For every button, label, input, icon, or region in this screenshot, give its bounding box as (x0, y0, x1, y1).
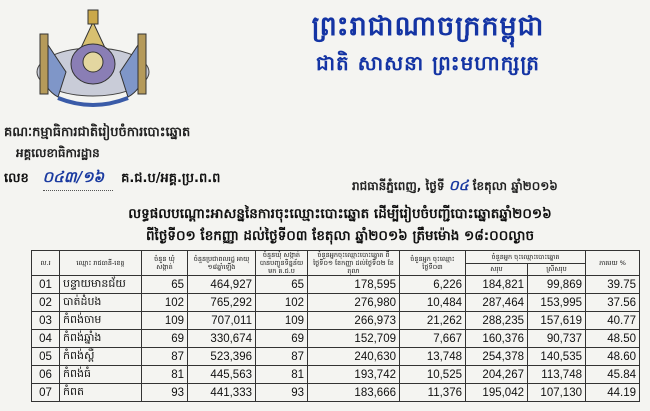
reference-label: លេខ (4, 171, 29, 186)
cell-communes: 69 (142, 330, 188, 348)
cell-registered-day: 10,484 (400, 294, 466, 312)
table-row (32, 294, 640, 312)
header-registered-day: ចំនួនអ្នក ចុះឈ្មោះថ្ងៃទី០៣ (400, 251, 466, 276)
cell-estimated: 445,563 (188, 366, 256, 384)
header-communes: ចំនួន ឃុំ សង្កាត់ (142, 251, 188, 276)
header-percent: ភាគរយ % (586, 251, 640, 276)
header-estimated: ចំនួនប្រជាពលរដ្ឋ អាយុ ១៨ឆ្នាំឡើង (188, 251, 256, 276)
cell-estimated: 441,333 (188, 384, 256, 402)
cell-registered-pre: 193,742 (308, 366, 400, 384)
reference-code: គ.ជ.ប/អគ្គ.ប្រ.ព.ព (121, 171, 221, 186)
cell-reporting: 87 (256, 348, 308, 366)
royal-coat-of-arms-icon (18, 2, 168, 112)
cell-female: 157,619 (528, 312, 586, 330)
document-subtitle: ពីថ្ងៃទី០១ ខែកញ្ញា ដល់ថ្ងៃទី០៣ ខែតុលា ឆ្នាំ២០១៦ ត្រឹមម៉ោង ១៨:០០ល្ងាច (145, 228, 535, 244)
reference-number: ០៤៣/១៦ (43, 168, 113, 191)
cell-registered-pre: 152,709 (308, 330, 400, 348)
cell-reporting: 65 (256, 276, 308, 294)
header-province: ឈ្មោះ រាជធានី-ខេត្ត (60, 251, 142, 276)
cell-registered-pre: 266,973 (308, 312, 400, 330)
reference-line (4, 168, 254, 191)
table-header-row-1 (32, 251, 640, 264)
cell-total: 184,821 (466, 276, 528, 294)
cell-communes: 93 (142, 384, 188, 402)
header-no: ល.រ (32, 251, 60, 276)
cell-percent: 48.60 (586, 348, 640, 366)
national-motto: ជាតិ សាសនា ព្រះមហាក្សត្រ (316, 51, 540, 75)
cell-percent: 48.50 (586, 330, 640, 348)
cell-registered-day: 10,525 (400, 366, 466, 384)
cell-communes: 109 (142, 312, 188, 330)
header-registered-pre: ចំនួនអ្នកចុះឈ្មោះបោះឆ្នោត ពីថ្ងៃទី០១ ខែកញ្ញា ដល់ថ្ងៃទី០២ ខែតុលា (308, 251, 400, 276)
table-row (32, 312, 640, 330)
registration-table (31, 250, 640, 402)
cell-province: កំពត (60, 384, 142, 402)
cell-female: 113,748 (528, 366, 586, 384)
place-date-prefix: រាជធានីភ្នំពេញ, ថ្ងៃទី (352, 179, 445, 193)
cell-estimated: 523,396 (188, 348, 256, 366)
header-registered-total: ចំនួនអ្នក ចុះឈ្មោះបោះឆ្នោត (466, 251, 586, 264)
table-row (32, 366, 640, 384)
cell-communes: 102 (142, 294, 188, 312)
cell-no: 03 (32, 312, 60, 330)
table-row (32, 384, 640, 402)
cell-total: 195,042 (466, 384, 528, 402)
cell-registered-pre: 178,595 (308, 276, 400, 294)
cell-province: កំពង់ធំ (60, 366, 142, 384)
cell-reporting: 69 (256, 330, 308, 348)
cell-total: 160,376 (466, 330, 528, 348)
cell-total: 254,378 (466, 348, 528, 366)
cell-percent: 44.19 (586, 384, 640, 402)
cell-female: 140,535 (528, 348, 586, 366)
cell-female: 99,869 (528, 276, 586, 294)
cell-estimated: 707,011 (188, 312, 256, 330)
cell-estimated: 330,674 (188, 330, 256, 348)
cell-communes: 87 (142, 348, 188, 366)
cell-communes: 65 (142, 276, 188, 294)
kingdom-heading: ព្រះរាជាណាចក្រកម្ពុជា (311, 11, 545, 42)
cell-total: 287,464 (466, 294, 528, 312)
cell-total: 288,235 (466, 312, 528, 330)
date-day: ០៤ (448, 178, 469, 194)
cell-registered-day: 6,226 (400, 276, 466, 294)
cell-no: 05 (32, 348, 60, 366)
cell-percent: 45.84 (586, 366, 640, 384)
header-total: សរុប (466, 263, 528, 276)
department-name: អគ្គលេខាធិការដ្ឋាន (16, 146, 100, 160)
cell-reporting: 102 (256, 294, 308, 312)
cell-registered-pre: 276,980 (308, 294, 400, 312)
cell-registered-pre: 183,666 (308, 384, 400, 402)
cell-female: 107,130 (528, 384, 586, 402)
cell-province: កំពង់ចាម (60, 312, 142, 330)
header-reporting: ចំនួនឃុំ សង្កាត់ បានបញ្ជូនទិន្នន័យ មក គ.ជ.ប (256, 251, 308, 276)
table-row (32, 348, 640, 366)
cell-no: 02 (32, 294, 60, 312)
header-female: ស្រីសរុប (528, 263, 586, 276)
cell-no: 01 (32, 276, 60, 294)
cell-province: បាត់ដំបង (60, 294, 142, 312)
cell-no: 04 (32, 330, 60, 348)
cell-communes: 81 (142, 366, 188, 384)
cell-estimated: 765,292 (188, 294, 256, 312)
cell-total: 204,267 (466, 366, 528, 384)
committee-name: គណៈកម្មាធិការជាតិរៀបចំការបោះឆ្នោត (4, 125, 191, 140)
cell-no: 06 (32, 366, 60, 384)
cell-no: 07 (32, 384, 60, 402)
cell-province: កំពង់ស្ពឺ (60, 348, 142, 366)
cell-registered-day: 11,376 (400, 384, 466, 402)
cell-reporting: 93 (256, 384, 308, 402)
table-row (32, 276, 640, 294)
cell-registered-pre: 240,630 (308, 348, 400, 366)
cell-province: បន្ទាយមានជ័យ (60, 276, 142, 294)
cell-registered-day: 7,667 (400, 330, 466, 348)
document-title: លទ្ធផលបណ្ដោះអាសន្ននៃការចុះឈ្មោះបោះឆ្នោត ដើម្បីរៀបចំបញ្ជីបោះឆ្នោតឆ្នាំ២០១៦ (128, 206, 552, 222)
cell-percent: 40.77 (586, 312, 640, 330)
cell-percent: 39.75 (586, 276, 640, 294)
place-and-date (352, 176, 558, 197)
cell-estimated: 464,927 (188, 276, 256, 294)
cell-female: 153,995 (528, 294, 586, 312)
place-date-suffix: ខែតុលា ឆ្នាំ២០១៦ (472, 179, 558, 193)
cell-percent: 37.56 (586, 294, 640, 312)
cell-province: កំពង់ឆ្នាំង (60, 330, 142, 348)
table-row (32, 330, 640, 348)
cell-registered-day: 13,748 (400, 348, 466, 366)
cell-reporting: 81 (256, 366, 308, 384)
cell-female: 90,737 (528, 330, 586, 348)
cell-registered-day: 21,262 (400, 312, 466, 330)
cell-reporting: 109 (256, 312, 308, 330)
